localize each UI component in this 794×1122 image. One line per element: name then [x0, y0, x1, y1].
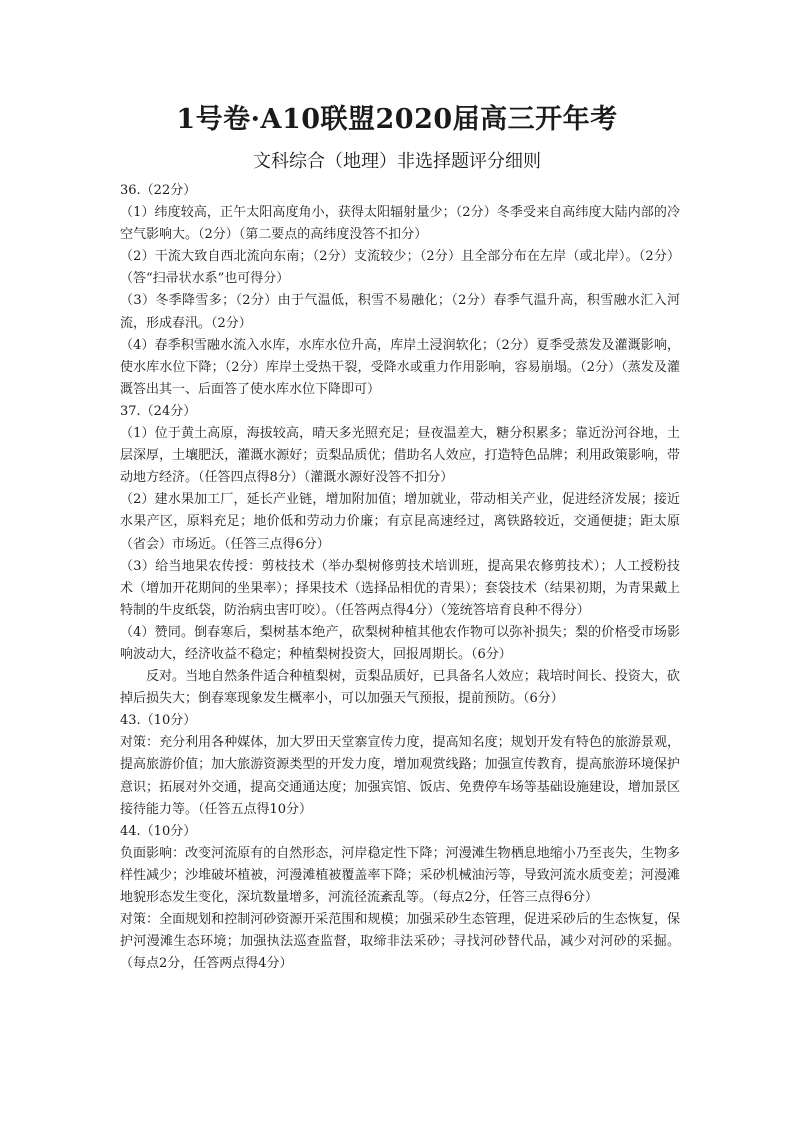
- question-44-negative-impacts: 负面影响：改变河流原有的自然形态，河岸稳定性下降；河漫滩生物栖息地缩小乃至丧失，生物多样性减少；沙堆破坏植被，河漫滩植被覆盖率下降；采砂机械油污等，导致河流水质变差；河漫滩地貌形态发生变化，深坑数量增多，河流径流紊乱等。（每点2分，任答三点得6分）: [120, 845, 680, 905]
- scoring-rules-body: [120, 180, 680, 975]
- question-36-part-4: （4）春季积雪融水流入水库，水库水位升高，库岸土浸润软化；（2分）夏季受蒸发及灌溉影响，使水库水位下降；（2分）库岸土受热干裂，受降水或重力作用影响，容易崩塌。（2分）（蒸发及灌溉答出其一、后面答了使水库水位下降即可）: [120, 337, 680, 397]
- question-43-heading: 43.（10分）: [120, 713, 197, 729]
- question-44-heading: 44.（10分）: [120, 823, 197, 839]
- question-36-heading: 36.（22分）: [120, 183, 197, 198]
- page-subtitle: 文科综合（地理）非选择题评分细则: [253, 151, 541, 172]
- question-37-heading: 37.（24分）: [120, 403, 197, 419]
- question-36-part-2: （2）干流大致自西北流向东南；（2分）支流较少；（2分）且全部分布在左岸（或北岸）。（2分）（答“扫帚状水系”也可得分）: [120, 249, 680, 287]
- question-37-part-4-disagree: 反对。当地自然条件适合种植梨树，贡梨品质好，已具备名人效应；栽培时间长、投资大，砍掉后损失大；倒春寒现象发生概率小，可以加强天气预报，提前预防。（6分）: [120, 669, 680, 707]
- question-37-part-3: （3）给当地果农传授：剪枝技术（举办梨树修剪技术培训班，提高果农修剪技术）；人工授粉技术（增加开花期间的坐果率）；择果技术（选择品相优的青果）；套袋技术（结果初期，为青果戴上特制的牛皮纸袋，防治病虫害叮咬）。（任答两点得4分）（笼统答培育良种不得分）: [120, 558, 680, 618]
- question-43-measures: 对策：充分利用各种媒体，加大罗田天堂寨宣传力度，提高知名度；规划开发有特色的旅游景观，提高旅游价值；加大旅游资源类型的开发力度，增加观赏线路；加强宣传教育，提高旅游环境保护意识；拓展对外交通，提高交通通达度；加强宾馆、饭店、免费停车场等基础设施建设，增加景区接待能力等。（任答五点得10分）: [120, 735, 680, 817]
- question-37-part-2: （2）建水果加工厂，延长产业链，增加附加值；增加就业，带动相关产业，促进经济发展；接近水果产区，原料充足；地价低和劳动力价廉；有京昆高速经过，离铁路较近，交通便捷；距太原（省会）市场近。（任答三点得6分）: [120, 492, 680, 552]
- question-37-part-1: （1）位于黄土高原，海拔较高，晴天多光照充足；昼夜温差大，糖分积累多；靠近汾河谷地，土层深厚，土壤肥沃，灌溉水源好；贡梨品质优；借助名人效应，打造特色品牌；利用政策影响，带动地方经济。（任答四点得8分）（灌溉水源好没答不扣分）: [120, 426, 680, 486]
- page-title: 1号卷·A10联盟2020届高三开年考: [176, 104, 618, 135]
- question-36-part-3: （3）冬季降雪多；（2分）由于气温低，积雪不易融化；（2分）春季气温升高，积雪融水汇入河流，形成春汛。（2分）: [120, 293, 680, 331]
- question-37-part-4-agree: （4）赞同。倒春寒后，梨树基本绝产，砍梨树种植其他农作物可以弥补损失；梨的价格受市场影响波动大，经济收益不稳定；种植梨树投资大，回报周期长。（6分）: [120, 624, 680, 662]
- question-36-part-1: （1）纬度较高，正午太阳高度角小，获得太阳辐射量少；（2分）冬季受来自高纬度大陆内部的冷空气影响大。（2分）（第二要点的高纬度没答不扣分）: [120, 205, 680, 243]
- question-44-measures: 对策：全面规划和控制河砂资源开采范围和规模；加强采砂生态管理，促进采砂后的生态恢复，保护河漫滩生态环境；加强执法巡查监督，取缔非法采砂；寻找河砂替代品，减少对河砂的采掘。（每点2分，任答两点得4分）: [120, 912, 680, 972]
